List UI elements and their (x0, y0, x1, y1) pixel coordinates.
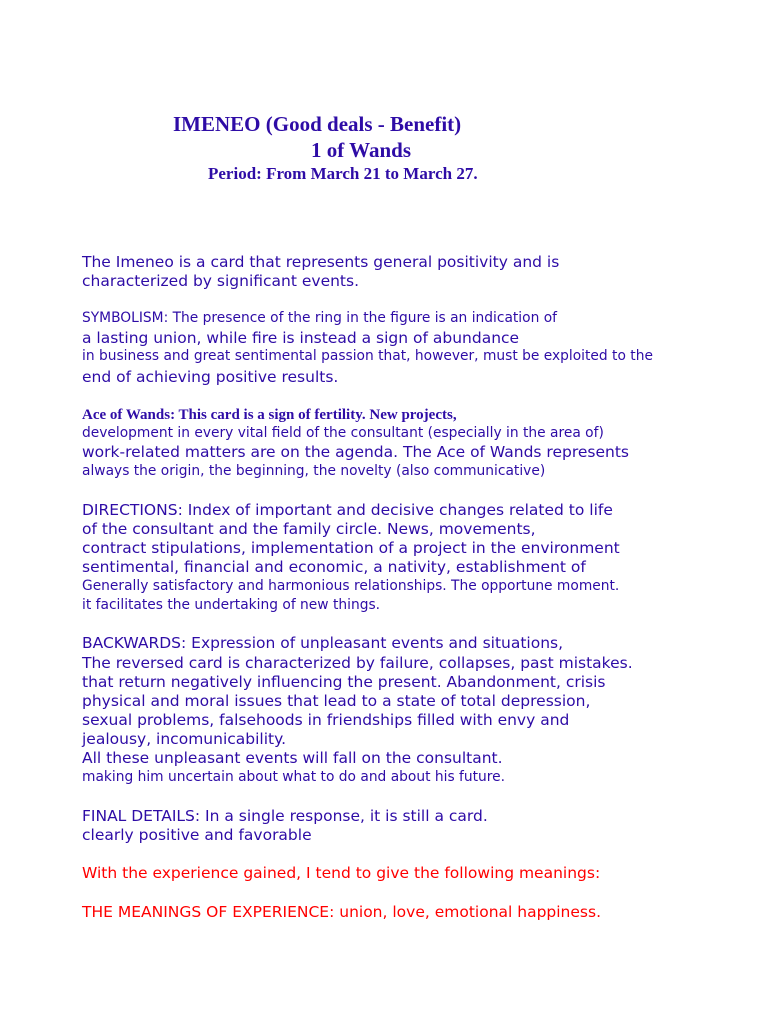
intro-line-1: The Imeneo is a card that represents general positivity and is (82, 253, 560, 271)
intro-line-2: characterized by significant events. (82, 272, 360, 290)
backwards-line-4: physical and moral issues that lead to a state of total depression, (82, 692, 591, 710)
final-details-line-2: clearly positive and favorable (82, 826, 312, 844)
directions-line-2: of the consultant and the family circle. News, movements, (82, 520, 536, 538)
period-line: Period: From March 21 to March 27. (208, 164, 478, 183)
backwards-line-2: The reversed card is characterized by failure, collapses, past mistakes. (82, 654, 633, 672)
ace-line-3: work-related matters are on the agenda. The Ace of Wands represents (82, 443, 629, 461)
directions-line-5: Generally satisfactory and harmonious relationships. The opportune moment. (82, 578, 620, 594)
symbolism-line-3: in business and great sentimental passion that, however, must be exploited to the (82, 348, 653, 364)
directions-line-3: contract stipulations, implementation of a project in the environment (82, 539, 620, 557)
ace-heading-line: Ace of Wands: This card is a sign of fertility. New projects, (82, 407, 457, 423)
final-details-line-1: FINAL DETAILS: In a single response, it is still a card. (82, 807, 488, 825)
backwards-line-5: sexual problems, falsehoods in friendships filled with envy and (82, 711, 570, 729)
experience-meanings: THE MEANINGS OF EXPERIENCE: union, love, emotional happiness. (82, 903, 601, 921)
symbolism-line-4: end of achieving positive results. (82, 368, 339, 386)
ace-line-4: always the origin, the beginning, the novelty (also communicative) (82, 463, 546, 479)
ace-line-2: development in every vital field of the consultant (especially in the area of) (82, 425, 604, 441)
symbolism-line-2: a lasting union, while fire is instead a sign of abundance (82, 329, 520, 347)
backwards-line-8: making him uncertain about what to do and about his future. (82, 769, 506, 785)
backwards-line-3: that return negatively influencing the present. Abandonment, crisis (82, 673, 606, 691)
directions-line-4: sentimental, financial and economic, a nativity, establishment of (82, 558, 586, 576)
directions-line-6: it facilitates the undertaking of new things. (82, 597, 381, 613)
document-title: IMENEO (Good deals - Benefit) (173, 112, 462, 136)
card-name: 1 of Wands (311, 138, 411, 162)
experience-intro: With the experience gained, I tend to give the following meanings: (82, 864, 601, 882)
symbolism-line-1: SYMBOLISM: The presence of the ring in the figure is an indication of (82, 310, 558, 326)
directions-line-1: DIRECTIONS: Index of important and decisive changes related to life (82, 501, 613, 519)
backwards-line-7: All these unpleasant events will fall on the consultant. (82, 749, 503, 767)
backwards-line-1: BACKWARDS: Expression of unpleasant events and situations, (82, 634, 564, 652)
backwards-line-6: jealousy, incomunicability. (82, 730, 286, 748)
